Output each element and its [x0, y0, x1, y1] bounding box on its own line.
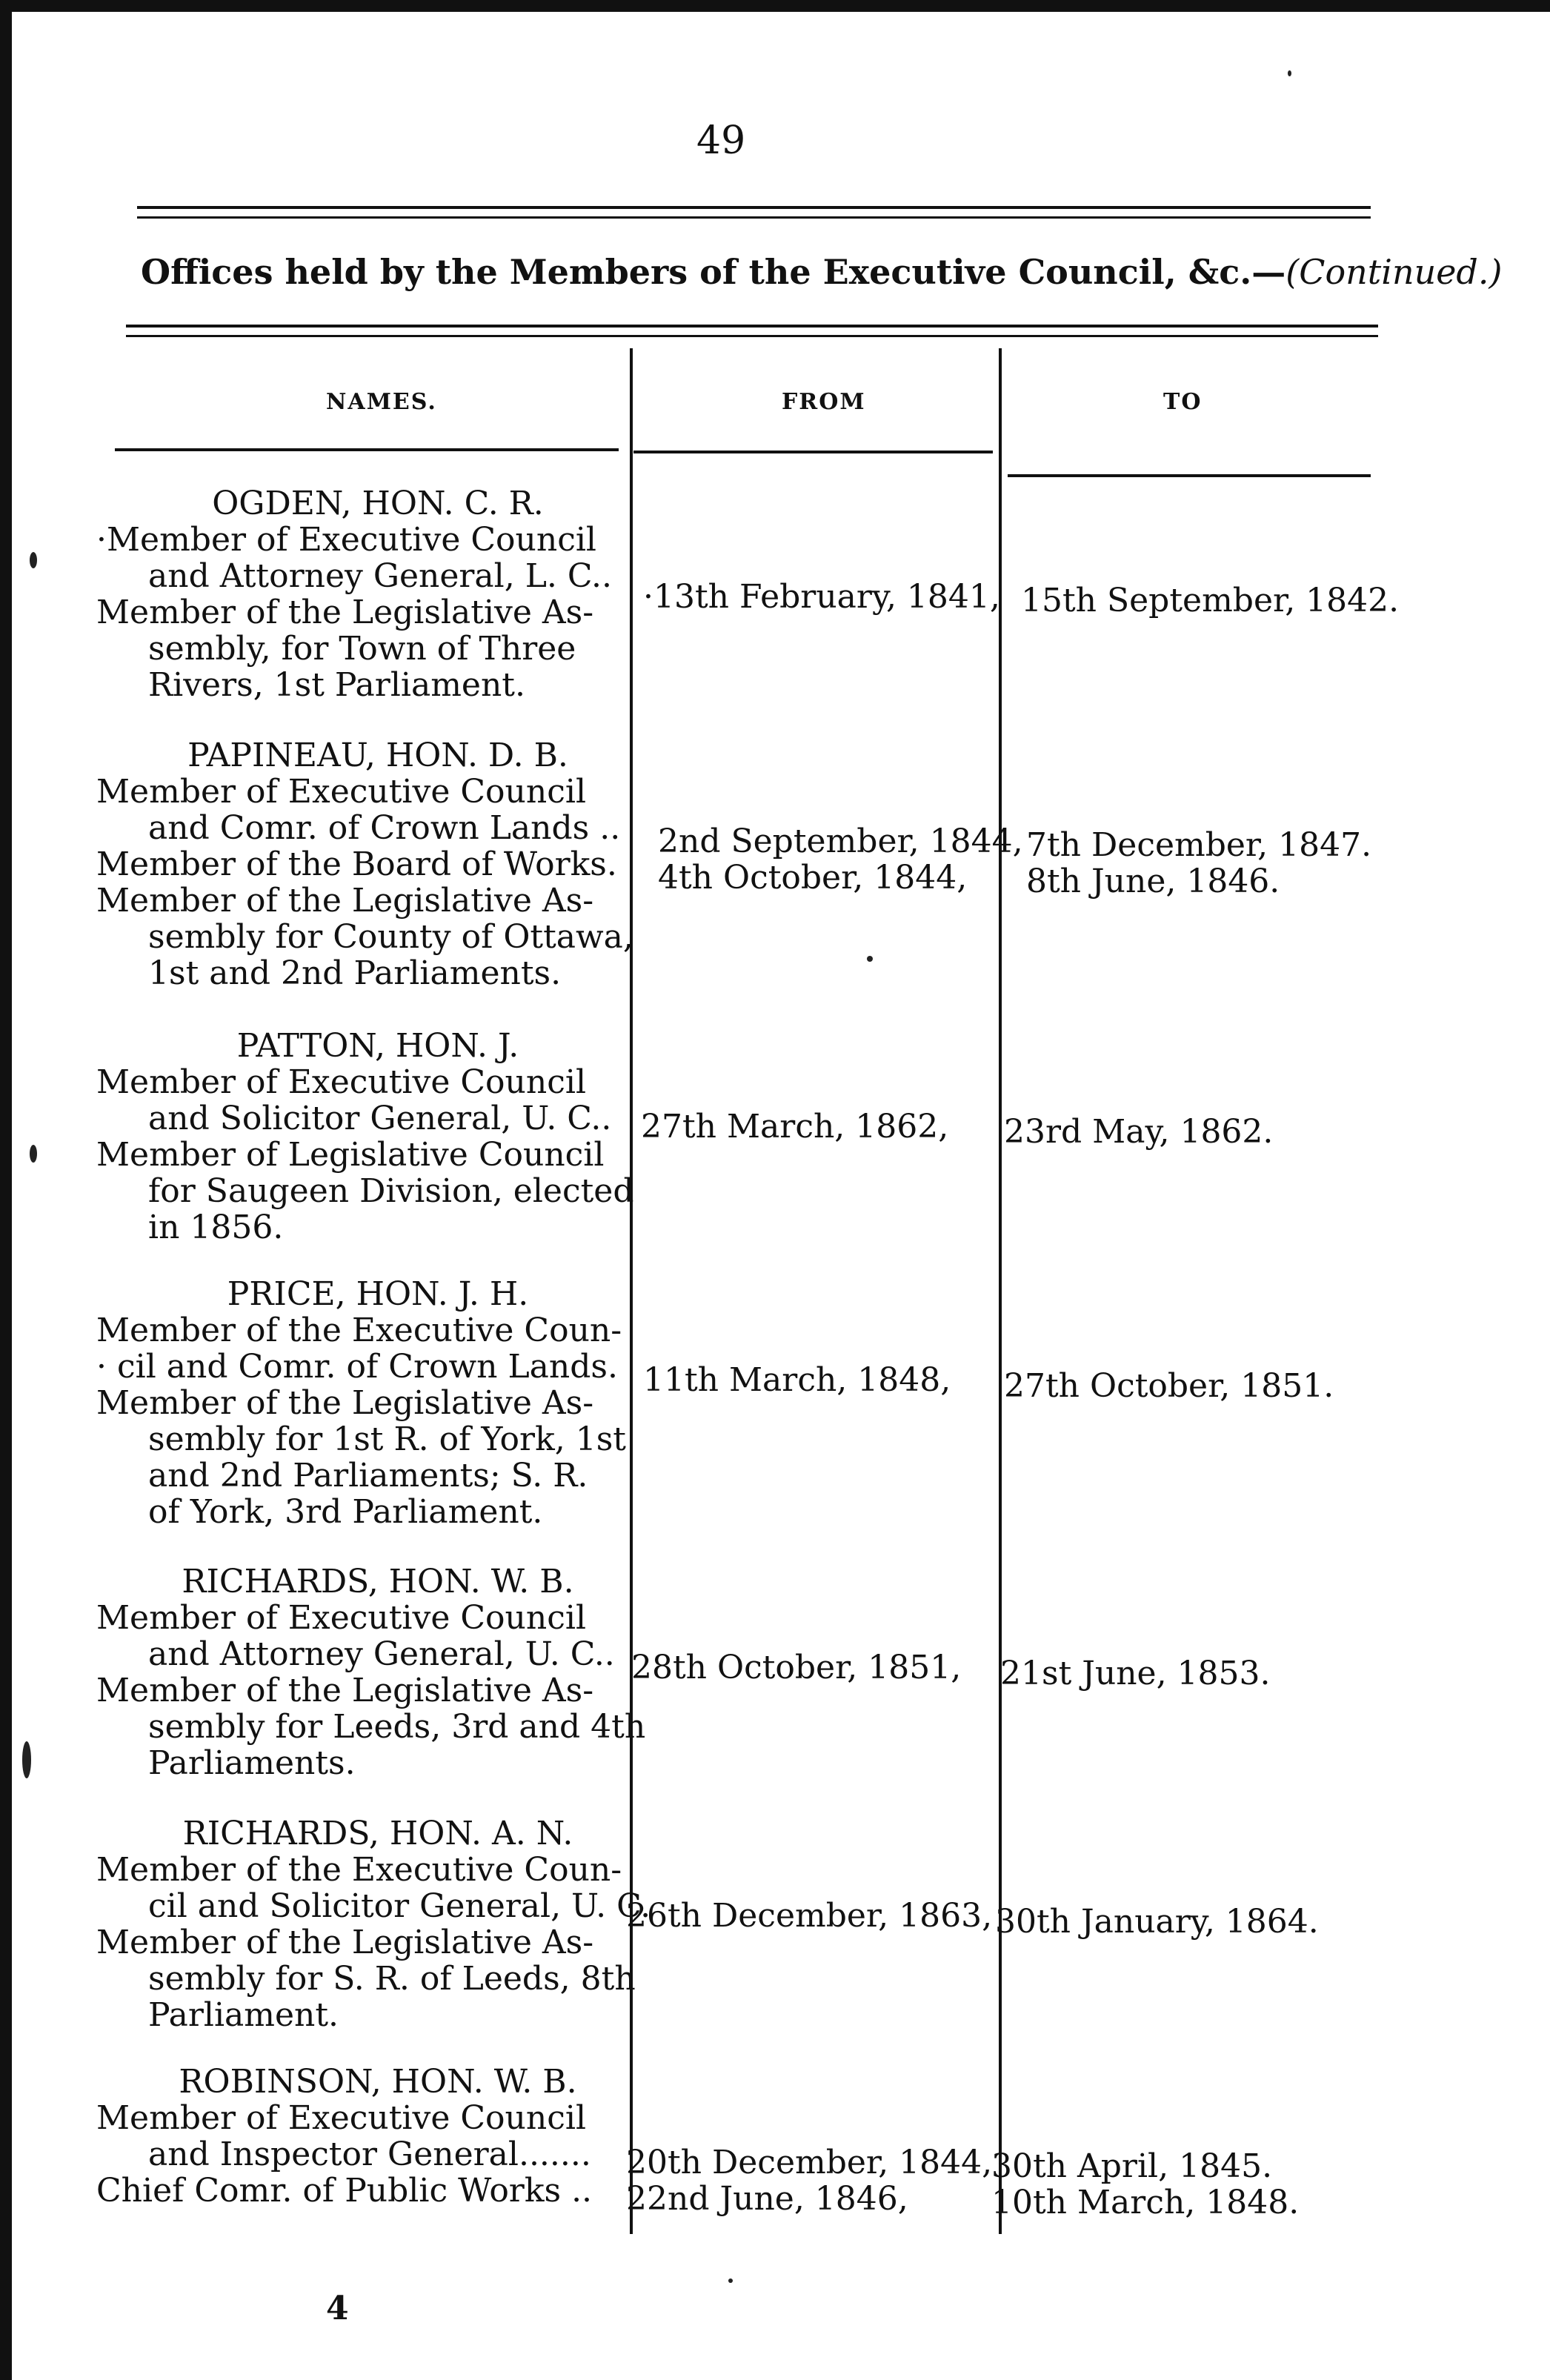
entry-line: Member of the Legislative As- [96, 594, 594, 631]
entry-line: Member of Executive Council [96, 1599, 587, 1637]
date-to: 21st June, 1853. [1000, 1655, 1271, 1692]
entry-name: RICHARDS, HON. W. B. [182, 1563, 574, 1600]
entry-line: Member of the Legislative As- [96, 1924, 594, 1961]
scan-speck [1288, 70, 1291, 76]
date-to: 30th April, 1845. [991, 2147, 1273, 2185]
header-rule-top [137, 206, 1371, 209]
entry-name: ROBINSON, HON. W. B. [179, 2063, 577, 2101]
entry-name: PAPINEAU, HON. D. B. [187, 737, 568, 774]
entry-line: Rivers, 1st Parliament. [148, 666, 525, 704]
title-rule [126, 325, 1378, 328]
entry-line: Member of Executive Council [96, 773, 587, 811]
entry-richards-wb [96, 1563, 646, 1782]
title-rule-2 [126, 335, 1378, 337]
title-continued: (Continued.) [1285, 252, 1503, 292]
entry-line: and Attorney General, U. C.. [148, 1635, 615, 1673]
signature-mark: 4 [326, 2290, 349, 2327]
entry-line: Chief Comr. of Public Works .. [96, 2172, 593, 2210]
column-header-names: NAMES. [326, 389, 437, 415]
column-header-to: TO [1163, 389, 1203, 415]
date-to: 8th June, 1846. [1026, 862, 1280, 900]
entry-line: sembly for Leeds, 3rd and 4th [148, 1708, 646, 1746]
entry-line: Parliaments. [148, 1744, 356, 1782]
entry-price [96, 1276, 630, 1530]
date-to: 15th September, 1842. [1021, 582, 1400, 619]
entry-line: Member of the Legislative As- [96, 1384, 594, 1422]
scan-border-top [0, 0, 1550, 12]
entry-line: Member of Legislative Council [96, 1136, 605, 1174]
scan-speck [728, 2278, 733, 2283]
column-divider-1 [630, 348, 633, 2234]
entry-line: 1st and 2nd Parliaments. [148, 954, 562, 992]
date-from: 26th December, 1863, [626, 1897, 993, 1935]
entry-line: and Attorney General, L. C.. [148, 557, 612, 595]
entry-line: for Saugeen Division, elected [148, 1172, 634, 1210]
date-from: 22nd June, 1846, [626, 2180, 908, 2218]
table-title [141, 252, 1503, 292]
page-number: 49 [696, 119, 746, 163]
entry-ogden [96, 485, 630, 703]
entry-line: in 1856. [148, 1209, 284, 1246]
date-from: 27th March, 1862, [641, 1108, 949, 1146]
date-to: 7th December, 1847. [1026, 826, 1372, 864]
entry-line: sembly for County of Ottawa, [148, 918, 633, 956]
date-from: 11th March, 1848, [643, 1361, 951, 1399]
date-from: 20th December, 1844, [626, 2144, 993, 2181]
column-header-rule-from [633, 451, 993, 453]
entry-patton [96, 1027, 634, 1246]
date-to: 27th October, 1851. [1004, 1367, 1334, 1405]
margin-mark [30, 1145, 37, 1163]
column-header-rule-to [1008, 474, 1371, 477]
entry-line: sembly for 1st R. of York, 1st [148, 1420, 626, 1458]
date-from: 4th October, 1844, [658, 859, 968, 897]
entry-line: sembly, for Town of Three [148, 630, 576, 668]
entry-richards-an [96, 1815, 651, 2034]
entry-name: RICHARDS, HON. A. N. [182, 1815, 573, 1852]
column-header-rule-names [115, 448, 619, 451]
entry-papineau [96, 737, 633, 992]
scan-speck [867, 956, 873, 962]
margin-mark [30, 552, 37, 568]
entry-line: and Comr. of Crown Lands .. [148, 809, 621, 847]
column-header-from: FROM [782, 389, 866, 415]
entry-line: Member of Executive Council [96, 1063, 587, 1101]
entry-name: PATTON, HON. J. [236, 1027, 519, 1065]
entry-line: · cil and Comr. of Crown Lands. [96, 1348, 618, 1386]
entry-line: Member of the Legislative As- [96, 882, 594, 920]
entry-name: OGDEN, HON. C. R. [212, 485, 544, 522]
entry-line: of York, 3rd Parliament. [148, 1493, 543, 1531]
entry-robinson [96, 2064, 630, 2209]
entry-line: cil and Solicitor General, U. C. [148, 1887, 651, 1925]
entry-line: Member of the Executive Coun- [96, 1312, 622, 1349]
header-rule-top-2 [137, 216, 1371, 219]
date-to: 23rd May, 1862. [1004, 1113, 1274, 1151]
entry-line: Parliament. [148, 1996, 339, 2034]
entry-name: PRICE, HON. J. H. [227, 1275, 529, 1313]
margin-mark [22, 1741, 31, 1778]
title-main: Offices held by the Members of the Executive Council, &c.— [141, 252, 1286, 292]
scan-border-left [0, 0, 12, 2380]
entry-line: ·Member of Executive Council [96, 521, 596, 559]
date-from: 28th October, 1851, [631, 1649, 962, 1686]
column-divider-2 [999, 348, 1002, 2234]
entry-line: and Solicitor General, U. C.. [148, 1100, 612, 1137]
entry-line: Member of the Board of Works. [96, 845, 617, 883]
entry-line: and 2nd Parliaments; S. R. [148, 1457, 588, 1495]
entry-line: and Inspector General....... [148, 2135, 591, 2173]
date-from: ·13th February, 1841, [643, 578, 1000, 616]
entry-line: sembly for S. R. of Leeds, 8th [148, 1960, 636, 1998]
entry-line: Member of the Executive Coun- [96, 1851, 622, 1889]
entry-line: Member of the Legislative As- [96, 1672, 594, 1709]
date-to: 30th January, 1864. [995, 1903, 1319, 1941]
date-from: 2nd September, 1844, [658, 822, 1023, 860]
date-to: 10th March, 1848. [991, 2184, 1300, 2221]
entry-line: Member of Executive Council [96, 2099, 587, 2137]
